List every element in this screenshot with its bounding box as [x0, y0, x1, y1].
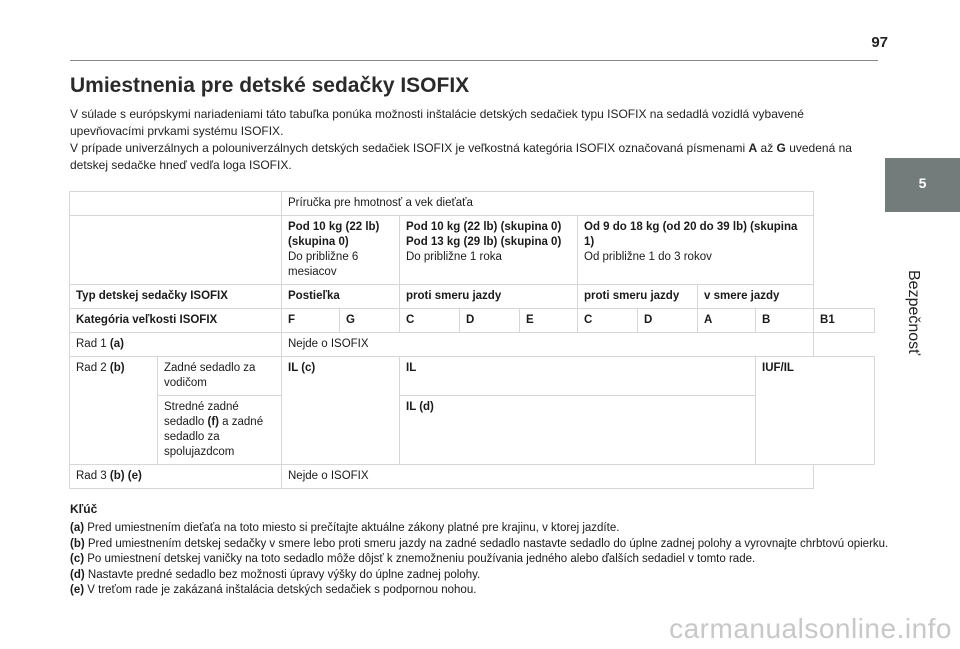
seat-text: a zadné sedadlo za spolujazdcom — [164, 416, 264, 458]
key-text: Po umiestnení detskej vaničky na toto sedadlo môže dôjsť k znemožneniu používania jedného alebo ďalších sedadiel v tomto rade. — [84, 553, 756, 565]
weight-group-2 — [400, 216, 578, 285]
row-1-value: Nejde o ISOFIX — [282, 333, 814, 357]
chapter-tab — [885, 158, 960, 212]
key-code: (b) — [70, 537, 85, 550]
type-value: v smere jazdy — [698, 285, 814, 309]
guide-header: Príručka pre hmotnosť a vek dieťaťa — [282, 192, 814, 216]
type-label: Typ detskej sedačky ISOFIX — [70, 285, 282, 309]
table-row — [70, 309, 875, 333]
weight-group-1-age: Do približne 6 mesiacov — [288, 251, 359, 278]
header-divider — [70, 60, 878, 61]
intro-paragraph-1: V súlade s európskymi nariadeniami táto tabuľka ponúka možnosti inštalácie detských sedačiek typu ISOFIX na sedadlá vozidlá vybavené upevňovacími prvkami systému ISOFIX. — [70, 107, 804, 138]
table-cell-empty — [70, 192, 282, 216]
size-value: G — [340, 309, 400, 333]
row-label-code: (a) — [109, 338, 124, 350]
key-item — [70, 583, 890, 599]
size-value: F — [282, 309, 340, 333]
table-row — [70, 192, 875, 216]
size-label: Kategória veľkosti ISOFIX — [70, 309, 282, 333]
intro-text-segment: až — [757, 141, 777, 155]
key-code: (d) — [70, 568, 85, 581]
row-2-seat-b — [158, 396, 282, 465]
chapter-title: Bezpečnosť — [905, 270, 922, 356]
weight-group-3 — [578, 216, 814, 285]
table-row — [70, 216, 875, 285]
weight-group-2-label-a: Pod 10 kg (22 lb) (skupina 0) — [406, 221, 562, 233]
size-letter-g: G — [776, 141, 786, 155]
table-row — [70, 333, 875, 357]
row-2-seat-a: Zadné sedadlo za vodičom — [158, 357, 282, 396]
size-value: C — [400, 309, 460, 333]
intro-paragraph-2 — [70, 140, 880, 174]
row-1-label — [70, 333, 282, 357]
row-label-code: (b) — [109, 362, 125, 374]
key-item — [70, 521, 890, 537]
row-2-il-d: IL (d) — [400, 396, 756, 465]
row-2-iuf: IUF/IL — [756, 357, 875, 465]
weight-group-2-age: Do približne 1 roka — [406, 251, 502, 263]
key-item — [70, 568, 890, 584]
weight-group-2-label-b: Pod 13 kg (29 lb) (skupina 0) — [406, 236, 562, 248]
row-label-text: Rad 2 — [76, 362, 110, 374]
weight-group-3-label: Od 9 do 18 kg (od 20 do 39 lb) (skupina 1) — [584, 221, 798, 248]
key-list — [70, 521, 890, 599]
type-value: proti smeru jazdy — [578, 285, 698, 309]
table-row — [70, 465, 875, 489]
row-2-il: IL — [400, 357, 756, 396]
table-row — [70, 357, 875, 396]
size-value: D — [638, 309, 698, 333]
isofix-table — [69, 191, 875, 489]
key-item — [70, 537, 890, 553]
key-text: V treťom rade je zakázaná inštalácia detských sedačiek s podpornou nohou. — [84, 584, 477, 596]
row-3-value: Nejde o ISOFIX — [282, 465, 814, 489]
key-code: (e) — [70, 584, 85, 596]
row-label-code: (b) (e) — [109, 470, 142, 482]
seat-text: Stredné zadné sedadlo — [164, 401, 239, 428]
type-value: Postieľka — [282, 285, 400, 309]
intro-text — [70, 106, 880, 174]
key-code: (a) — [70, 522, 85, 534]
key-text: Nastavte predné sedadlo bez možnosti úpravy výšky do úplne zadnej polohy. — [84, 568, 481, 581]
weight-group-1 — [282, 216, 400, 285]
seat-code: (f) — [207, 416, 219, 428]
row-2-il-c: IL (c) — [282, 357, 400, 465]
key-code: (c) — [70, 553, 85, 565]
size-value: E — [520, 309, 578, 333]
key-item — [70, 552, 890, 568]
size-letter-a: A — [748, 141, 758, 155]
size-value: B1 — [814, 309, 875, 333]
page-title: Umiestnenia pre detské sedačky ISOFIX — [70, 74, 470, 97]
weight-group-3-age: Od približne 1 do 3 rokov — [584, 251, 712, 263]
size-value: B — [756, 309, 814, 333]
weight-group-1-label: Pod 10 kg (22 lb) (skupina 0) — [288, 221, 380, 248]
intro-text-segment: uvedená na detskej sedačke hneď vedľa loga ISOFIX. — [70, 141, 852, 172]
table-row — [70, 396, 875, 465]
chapter-number: 5 — [918, 175, 927, 191]
table-row — [70, 285, 875, 309]
intro-text-segment: V prípade univerzálnych a polouniverzálnych detských sedačiek ISOFIX je veľkostná kategória ISOFIX označovaná písmenami — [70, 141, 749, 155]
type-value: proti smeru jazdy — [400, 285, 578, 309]
key-text: Pred umiestnením detskej sedačky v smere lebo proti smeru jazdy na zadné sedadlo nastavte sedadlo do úplne zadnej polohy a vyrovnajte chrbtovú opierku. — [84, 537, 889, 550]
key-text: Pred umiestnením dieťaťa na toto miesto si prečítajte aktuálne zákony platné pre krajinu, v ktorej jazdíte. — [84, 522, 620, 534]
size-value: A — [698, 309, 756, 333]
row-label-text: Rad 1 — [76, 338, 110, 350]
key-title: Kľúč — [70, 502, 98, 516]
table-cell-empty — [70, 216, 282, 285]
page-number: 97 — [871, 34, 888, 51]
row-3-label — [70, 465, 282, 489]
size-value: C — [578, 309, 638, 333]
row-2-label — [70, 357, 158, 465]
watermark: carmanualsonline.info — [669, 613, 952, 644]
row-label-text: Rad 3 — [76, 470, 110, 482]
size-value: D — [460, 309, 520, 333]
